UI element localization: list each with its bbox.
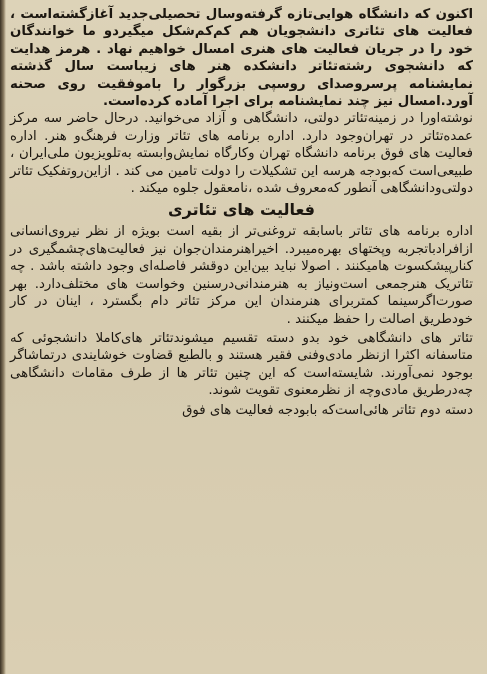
body-paragraph-1: نوشته‌اورا در زمینه‌تئاتر دولتی، دانشگاهی و آزاد می‌خوانید. درحال حاضر سه مرکز عمده‌تئاتر در تهران‌وجود دارد. اداره برنامه های تئاتر وزارت فرهنگ‌و هنر. اداره فعالیت های فوق برنامه دانشگاه تهران وکارگاه نمایش‌وابسته به‌تلویزیون ملی‌ایران ، طبیعی‌است که‌بودجه هرسه این تشکیلات را دولت تامین می کند . ازاین‌رو‌تفکیک تئاتر دولتی‌ودانشگاهی آنطور که‌معروف شده ،نامعقول جلوه میکند . (10, 111, 473, 197)
intro-paragraph: اکنون که دانشگاه هوایی‌تازه گرفته‌وسال تحصیلی‌جدید آغازگشته‌است ، فعالیت های تئاتری دانشجویان هم کم‌کم‌شکل میگیرد‌و ما خوانندگان خود را در جریان فعالیت های هنری امسال خواهیم نهاد . هرمز هدایت که دانشجوی رشته‌تئاتر دانشکده هنر های زیباست سال گذشته نمایشنامه پرسروصدای روسپی بزرگوار را باموفقیت روی صحنه آورد.امسال نیز چند نمایشنامه برای اجرا آماده کرده‌است. (10, 7, 473, 110)
body-paragraph-4: دسته دوم تئاتر هائی‌است‌که بابودجه فعالیت های فوق (182, 402, 473, 418)
body-paragraph-2: اداره برنامه های تئاتر باسابقه ترو‌غنی‌تر از بقیه است بویژه از نظر نیروی‌انسانی ازافرادباتجربه وپختهای بهره‌میبرد. اخیراهنرمندان‌جوان نیز فعالیت‌های‌چشمگیری در کنارپیشکسوت هامیکنند . اصولا نباید بین‌این دوقشر فاصله‌ای وجود داشته باشد . چه تئاتریک هنرجمعی است‌ونیاز به هنرمندانی‌درسنین وخواست های مختلف‌دارد. بهر صورت‌اگرسینما کمتربرای هنرمندان این مرکز تئاتر دام بگسترد ، اینان در کار خودطریق اصالت را حفظ میکنند . (10, 224, 473, 327)
section-heading: فعالیت های تئاتری (167, 200, 316, 220)
body-paragraph-3: تئاتر های دانشگاهی خود بدو دسته تقسیم میشوند‌تئاتر های‌کاملا دانشجوئی که متاسفانه اکثرا ازنظر مادی‌وفنی فقیر هستند و بالطبع قضاوت خوشایندی در‌تماشاگر بوجود نمی‌آورند. شایسته‌است که این چنین تئاتر ها از طرف مقامات دانشگاهی چه‌درطریق مادی‌وچه از نظر‌معنوی تقویت شوند. (10, 330, 473, 399)
